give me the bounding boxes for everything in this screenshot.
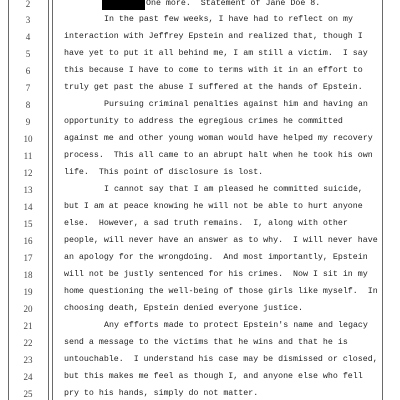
line-number: 11 [23, 151, 33, 161]
line-number: 8 [25, 100, 31, 110]
transcript-line: else. However, a sad truth remains. I, along with other [64, 219, 348, 228]
transcript-line: untouchable. I understand his case may be dismissed or closed, [64, 355, 378, 364]
transcript-line: have yet to put it all behind me, I am still a victim. I say [64, 49, 368, 58]
line-number: 23 [23, 355, 33, 365]
transcript-line: pry to his hands, simply do not matter. [64, 389, 259, 398]
transcript-line: One more. Statement of Jane Doe 8. [146, 0, 321, 8]
line-number: 15 [23, 219, 33, 229]
line-number: 22 [23, 338, 33, 348]
transcript-line: will not be justly sentenced for his crimes. Now I sit in my [64, 270, 368, 279]
line-number: 10 [23, 134, 33, 144]
line-number: 6 [25, 66, 31, 76]
line-number: 2 [25, 0, 31, 9]
line-number: 19 [23, 287, 33, 297]
transcript-line: Any efforts made to protect Epstein's name and legacy [104, 321, 368, 330]
line-number: 24 [23, 372, 33, 382]
transcript-line: process. This all came to an abrupt halt when he took his own [64, 151, 373, 160]
line-number: 3 [25, 15, 31, 25]
transcript-line: interaction with Jeffrey Epstein and realized that, though I [64, 32, 363, 41]
transcript-line: an apology for the wrongdoing. And most importantly, Epstein [64, 253, 368, 262]
transcript-line: but I am at peace knowing he will not be able to hurt anyone [64, 202, 363, 211]
line-number: 25 [23, 389, 33, 399]
line-number: 20 [23, 304, 33, 314]
line-number: 7 [25, 83, 31, 93]
line-number: 18 [23, 270, 33, 280]
line-number: 5 [25, 49, 31, 59]
transcript-line: truly get past the abuse I suffered at the hands of Epstein. [64, 83, 363, 92]
transcript-line: I cannot say that I am pleased he committed suicide, [104, 185, 363, 194]
transcript-line: opportunity to address the egregious crimes he committed [64, 117, 343, 126]
transcript-line: people, will never have an answer as to why. I will never have [64, 236, 378, 245]
transcript-line: home questioning the well-being of those girls like myself. In [64, 287, 378, 296]
transcript-line: this because I have to come to terms with it in an effort to [64, 66, 363, 75]
left-margin-rule-inner [48, 0, 49, 400]
line-number: 16 [23, 236, 33, 246]
line-number: 13 [23, 185, 33, 195]
transcript-line: but this makes me feel as though I, and anyone else who fell [64, 372, 363, 381]
transcript-line: choosing death, Epstein denied everyone justice. [64, 304, 303, 313]
transcript-line: Pursuing criminal penalties against him and having an [104, 100, 368, 109]
line-number: 17 [23, 253, 33, 263]
line-number: 9 [25, 117, 31, 127]
transcript-body [64, 0, 376, 400]
left-margin-rule-double [52, 0, 53, 400]
line-number-gutter [8, 0, 48, 400]
line-number: 12 [23, 168, 33, 178]
transcript-line: In the past few weeks, I have had to reflect on my [104, 15, 353, 24]
right-margin-rule [382, 0, 383, 400]
transcript-line: send a message to the victims that he wins and that he is [64, 338, 348, 347]
transcript-line: life. This point of disclosure is lost. [64, 168, 264, 177]
transcript-line: against me and other young woman would have helped my recovery [64, 134, 373, 143]
line-number: 21 [23, 321, 33, 331]
line-number: 14 [23, 202, 33, 212]
line-number: 4 [25, 32, 31, 42]
